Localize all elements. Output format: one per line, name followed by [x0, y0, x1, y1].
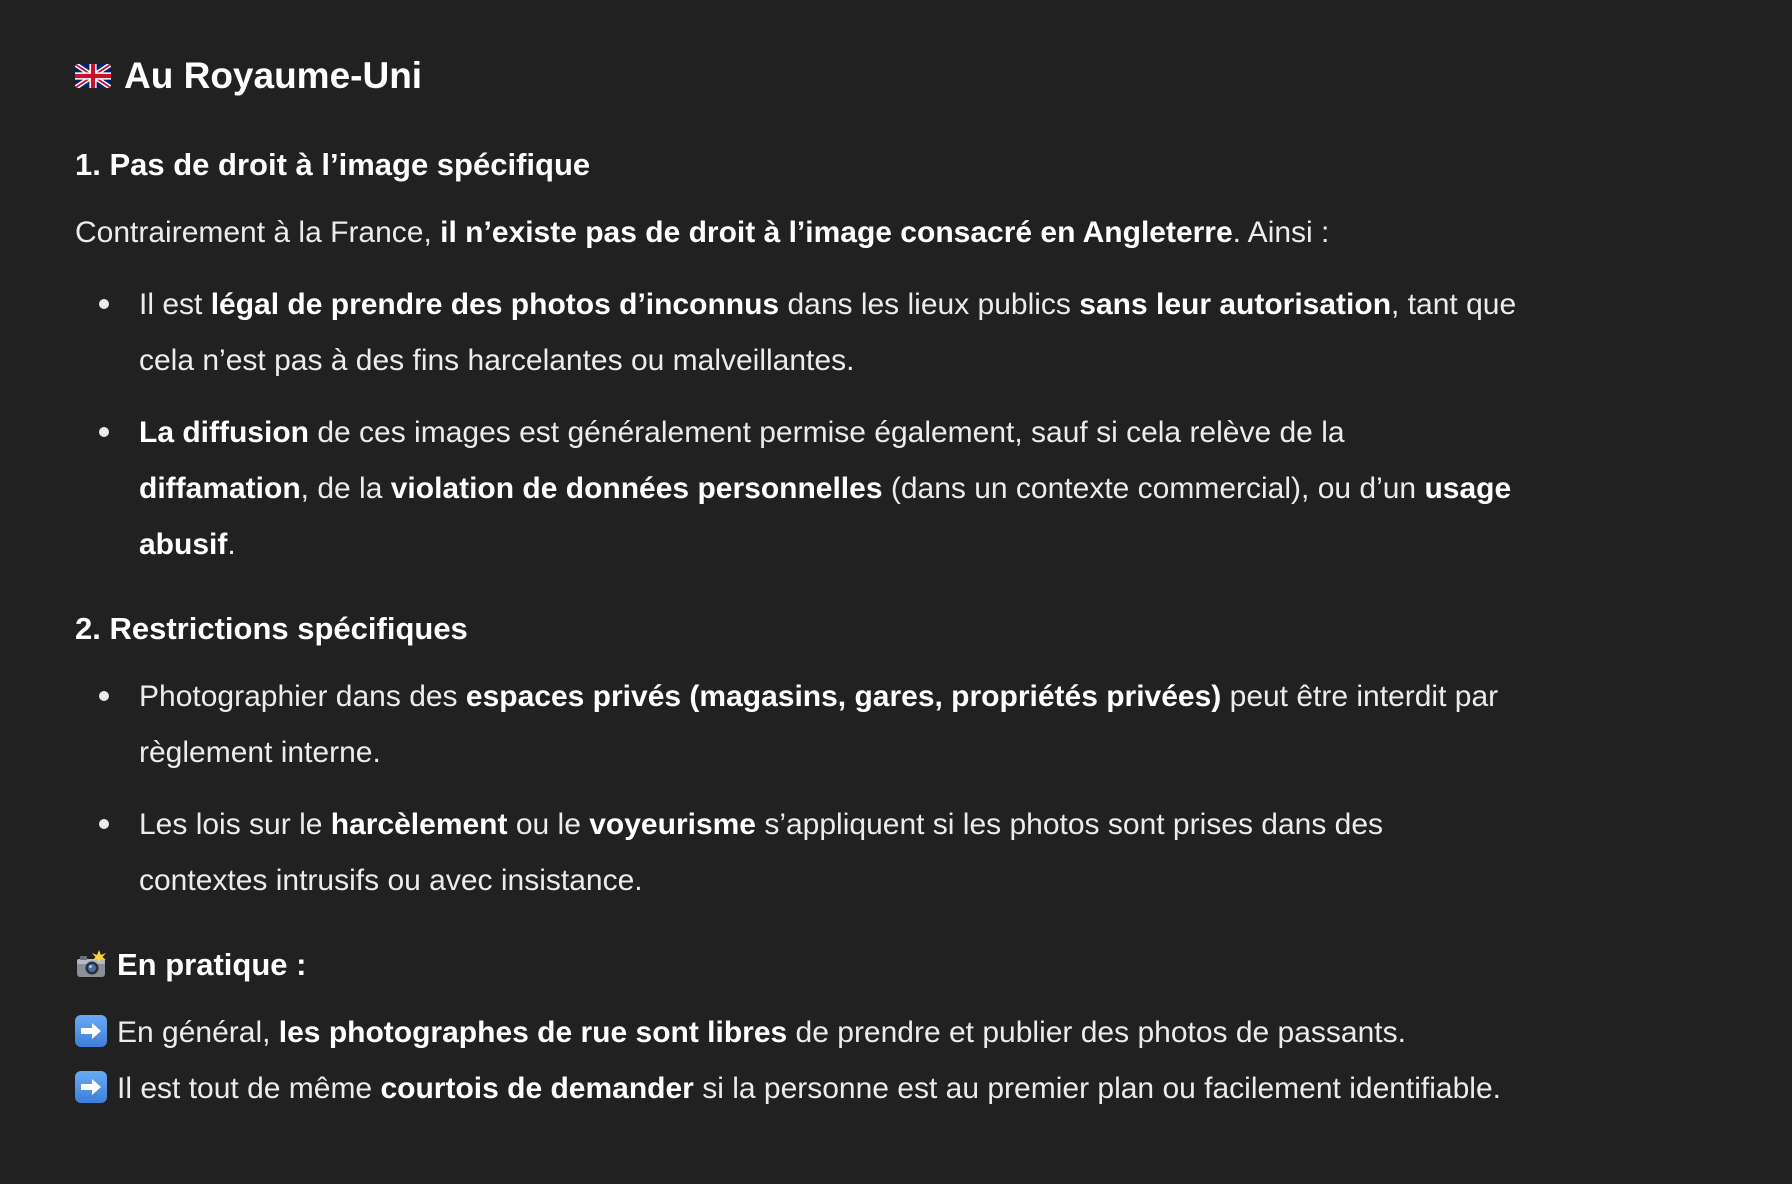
- right-arrow-icon: [75, 1071, 107, 1103]
- text-span: Il est tout de même: [117, 1072, 381, 1105]
- practice-line: [75, 1005, 1406, 1061]
- text-span: de ces images est généralement permise également, sauf si cela relève de la: [308, 416, 1345, 449]
- text-span: si la personne est au premier plan ou facilement identifiable.: [693, 1072, 1501, 1105]
- bullet-line: contextes intrusifs ou avec insistance.: [139, 864, 643, 897]
- section-heading: [75, 52, 422, 100]
- bold-span: légal de prendre des photos d’inconnus: [210, 288, 780, 321]
- practice-heading: [75, 945, 306, 985]
- text-span: En général,: [117, 1016, 279, 1049]
- heading-restrictions: 2. Restrictions spécifiques: [75, 611, 468, 646]
- intro-bold: il n’existe pas de droit à l’image consacré en Angleterre: [440, 216, 1233, 249]
- bold-span: courtois de demander: [380, 1072, 694, 1105]
- uk-flag-icon: [75, 64, 111, 88]
- bullet-line: règlement interne.: [139, 736, 381, 769]
- practice-line: [75, 1061, 1501, 1117]
- bold-span: espaces privés (magasins, gares, propriétés privées): [465, 680, 1222, 713]
- text-span: (dans un contexte commercial), ou d’un: [882, 472, 1425, 505]
- heading-no-image-right: 1. Pas de droit à l’image spécifique: [75, 147, 591, 182]
- bold-span: diffamation: [139, 472, 301, 505]
- bold-span: violation de données personnelles: [390, 472, 883, 505]
- bold-span: les photographes de rue sont libres: [278, 1016, 788, 1049]
- bullet-line: [139, 277, 1699, 333]
- text-span: , de la: [300, 472, 391, 505]
- bullet-dot: [99, 819, 109, 829]
- bullet-line: cela n’est pas à des fins harcelantes ou malveillantes.: [139, 344, 855, 377]
- bold-span: sans leur autorisation: [1079, 288, 1392, 321]
- bullet-dot: [99, 691, 109, 701]
- bullet-dot: [99, 427, 109, 437]
- bold-span: harcèlement: [330, 808, 508, 841]
- right-arrow-icon: [75, 1015, 107, 1047]
- intro-text-end: . Ainsi :: [1232, 216, 1330, 249]
- intro-paragraph: [75, 205, 1329, 261]
- bullet-line: [139, 797, 1699, 853]
- bullet-line: [139, 517, 1699, 573]
- text-span: de prendre et publier des photos de passants.: [787, 1016, 1406, 1049]
- text-span: Les lois sur le: [139, 808, 331, 841]
- bullet-line: [139, 461, 1699, 517]
- text-span: dans les lieux publics: [779, 288, 1080, 321]
- text-span: .: [227, 528, 236, 561]
- bold-span: voyeurisme: [589, 808, 756, 841]
- text-span: s’appliquent si les photos sont prises dans des: [756, 808, 1384, 841]
- bold-span: usage: [1424, 472, 1512, 505]
- text-span: Photographier dans des: [139, 680, 466, 713]
- text-span: ou le: [507, 808, 590, 841]
- practice-title: En pratique :: [117, 947, 307, 982]
- text-span: peut être interdit par: [1221, 680, 1499, 713]
- bullet-line: [139, 669, 1699, 725]
- section-title: Au Royaume-Uni: [124, 55, 423, 96]
- bullet-line: [139, 405, 1699, 461]
- camera-flash-icon: [75, 949, 107, 981]
- bullet-dot: [99, 299, 109, 309]
- intro-text: Contrairement à la France,: [75, 216, 441, 249]
- text-span: Il est: [139, 288, 211, 321]
- bold-span: abusif: [139, 528, 228, 561]
- text-span: , tant que: [1391, 288, 1517, 321]
- bold-span: La diffusion: [139, 416, 309, 449]
